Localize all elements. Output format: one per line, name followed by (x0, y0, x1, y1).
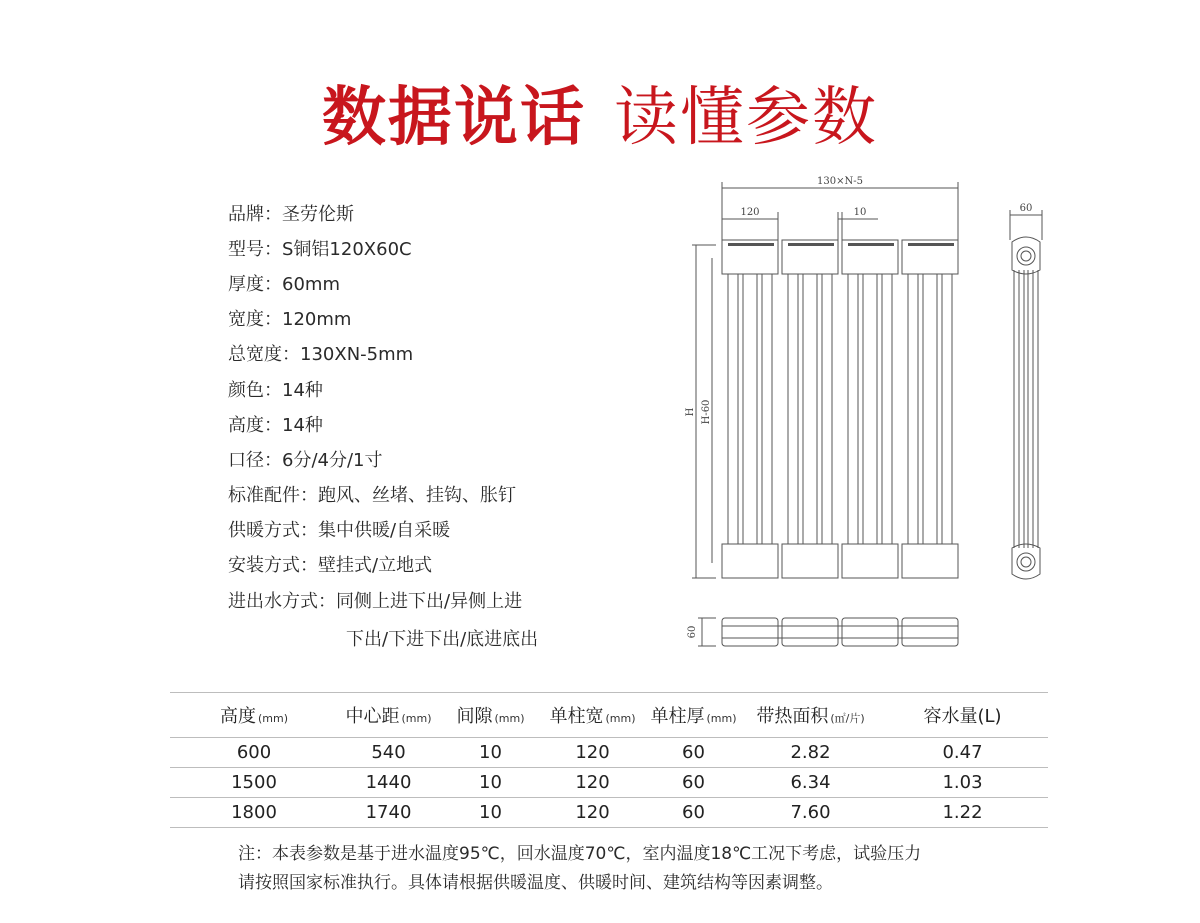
spec-label: 厚度： (228, 274, 282, 295)
column-bottom-header (902, 544, 958, 578)
column-header: 带热面积 (㎡/片) (756, 706, 865, 727)
spec-value: 14种 (282, 380, 323, 401)
spec-thickness (228, 270, 340, 296)
spec-value: 14种 (282, 415, 323, 436)
table-cell: 1740 (365, 802, 412, 823)
table-cell: 60 (682, 742, 705, 763)
table-cell: 1800 (231, 802, 277, 823)
column-header: 单柱宽 (mm) (549, 706, 636, 727)
pipe-port-top (1017, 247, 1035, 265)
column-header: 容水量(L) (923, 706, 1002, 727)
gap-label: 10 (853, 207, 867, 218)
table-cell: 10 (479, 772, 502, 793)
spec-label: 颜色： (228, 380, 282, 401)
spec-value: 同侧上进下出/异侧上进 (336, 591, 523, 612)
pipe-port-bottom (1017, 553, 1035, 571)
center-distance-label: H-60 (701, 399, 712, 425)
column-bottom-header (722, 544, 778, 578)
spec-value: 集中供暖/自采暖 (318, 520, 451, 541)
table-row (170, 738, 1048, 768)
table-cell: 10 (479, 742, 502, 763)
radiator-column (722, 240, 778, 578)
spec-label: 标准配件： (228, 485, 318, 506)
table-cell: 60 (682, 802, 705, 823)
radiator-plan-view (722, 618, 958, 646)
spec-table (170, 692, 1048, 828)
table-row (170, 798, 1048, 828)
spec-model (228, 235, 412, 261)
table-cell: 10 (479, 802, 502, 823)
table-cell: 1500 (231, 772, 277, 793)
footnote (238, 840, 1038, 898)
table-cell: 120 (575, 742, 610, 763)
spec-value: 6分/4分/1寸 (282, 450, 383, 471)
spec-value: 130XN-5mm (300, 344, 414, 365)
table-cell: 6.34 (790, 772, 831, 793)
page-title (0, 78, 1200, 158)
spec-label: 进出水方式： (228, 591, 336, 612)
table-cell: 2.82 (790, 742, 831, 763)
spec-label: 口径： (228, 450, 282, 471)
table-cell: 1.22 (942, 802, 983, 823)
spec-value: 壁挂式/立地式 (318, 555, 433, 576)
header-slot (908, 243, 954, 246)
table-cell: 60 (682, 772, 705, 793)
footnote-line: 注：本表参数是基于进水温度95℃，回水温度70℃，室内温度18℃工况下考虑，试验压力 (238, 844, 922, 864)
spec-water-mode-continued (346, 625, 538, 651)
height-label: H (685, 407, 696, 417)
spec-height (228, 411, 323, 437)
radiator-column (782, 240, 838, 578)
table-cell: 7.60 (790, 802, 831, 823)
spec-caliber (228, 446, 383, 472)
spec-total-width (228, 340, 413, 366)
spec-label: 总宽度： (228, 344, 300, 365)
header-slot (728, 243, 774, 246)
table-cell: 0.47 (942, 742, 983, 763)
spec-value: 圣劳伦斯 (282, 204, 354, 225)
table-cell: 1.03 (942, 772, 983, 793)
spec-install-mode (228, 551, 432, 577)
spec-label: 型号： (228, 239, 282, 260)
footnote-line: 请按照国家标准执行。具体请根据供暖温度、供暖时间、建筑结构等因素调整。 (238, 873, 833, 893)
spec-color (228, 376, 323, 402)
spec-accessories (228, 481, 516, 507)
side-thickness-label: 60 (1019, 203, 1033, 214)
radiator-column (842, 240, 898, 578)
spec-value: 跑风、丝堵、挂钩、胀钉 (318, 485, 516, 506)
table-cell: 540 (371, 742, 406, 763)
bottom-thickness-label: 60 (687, 625, 698, 639)
table-cell: 120 (575, 772, 610, 793)
title-main: 数据说话 (322, 81, 586, 155)
table-cell: 600 (236, 742, 272, 763)
radiator-side-view (1012, 237, 1040, 579)
table-cell: 120 (575, 802, 610, 823)
spec-value: 120mm (282, 309, 352, 330)
spec-label: 供暖方式： (228, 520, 318, 541)
total-width-label: 130×N-5 (817, 176, 863, 187)
radiator-drawing (680, 170, 1080, 670)
column-header: 高度 (mm) (219, 706, 288, 727)
spec-value: 下出/下进下出/底进底出 (346, 629, 539, 650)
spec-label: 宽度： (228, 309, 282, 330)
column-header: 单柱厚 (mm) (650, 706, 737, 727)
radiator-column (902, 240, 958, 578)
table-cell: 1440 (365, 772, 412, 793)
header-slot (788, 243, 834, 246)
spec-label: 高度： (228, 415, 282, 436)
spec-label: 品牌： (228, 204, 282, 225)
column-header: 中心距 (mm) (345, 706, 432, 727)
table-row (170, 768, 1048, 798)
column-bottom-header (782, 544, 838, 578)
spec-value: S铜铝120X60C (282, 239, 412, 260)
spec-width (228, 305, 351, 331)
spec-brand (228, 200, 354, 226)
title-sub: 读懂参数 (614, 81, 878, 155)
column-bottom-header (842, 544, 898, 578)
spec-value: 60mm (282, 274, 340, 295)
spec-heating-mode (228, 516, 450, 542)
spec-label: 安装方式： (228, 555, 318, 576)
table-header-row (170, 693, 1048, 738)
header-slot (848, 243, 894, 246)
column-header: 间隙 (mm) (456, 706, 525, 727)
column-width-label: 120 (740, 207, 760, 218)
spec-water-mode (228, 587, 522, 613)
radiator-diagram (680, 170, 1080, 670)
